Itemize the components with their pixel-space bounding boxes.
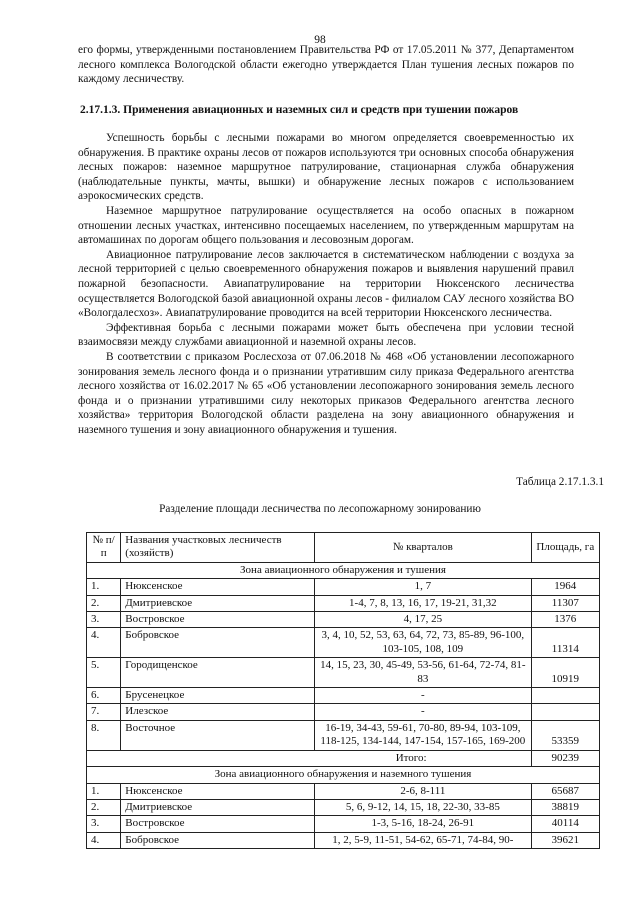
zone2-row-name: Бобровское xyxy=(121,832,315,848)
zone2-title-row xyxy=(87,767,600,783)
zone1-row-area: 1376 xyxy=(531,612,599,628)
total-value: 90239 xyxy=(531,750,599,766)
zone1-row-num: 8. xyxy=(87,720,121,750)
table-row xyxy=(87,816,600,832)
zone1-row-num: 1. xyxy=(87,579,121,595)
header-area: Площадь, га xyxy=(531,533,599,563)
table-row xyxy=(87,832,600,848)
zone1-row-num: 6. xyxy=(87,688,121,704)
zone1-row-quarters: 16-19, 34-43, 59-61, 70-80, 89-94, 103-109, 118-125, 134-144, 147-154, 157-165, 169-200 xyxy=(315,720,532,750)
table-row xyxy=(87,612,600,628)
page-number: 98 xyxy=(314,34,326,46)
zone1-row-name: Городищенское xyxy=(121,658,315,688)
zone1-row-quarters: 3, 4, 10, 52, 53, 63, 64, 72, 73, 85-89, 96-100, 103-105, 108, 109 xyxy=(315,628,532,658)
paragraph-cooperation: Эффективная борьба с лесными пожарами может быть обеспечена при условии тесной взаимосвязи между службами авиационной и наземной охраны лесов. xyxy=(78,321,574,349)
paragraph-air-patrol: Авиационное патрулирование лесов заключается в систематическом наблюдении с воздуха за лесной территорией с целью своевременного обнаружения пожаров и выявления нарушений правил пожарной безопасности. Авиапатрулирование на территории Нюксенского лесничества осуществляется Вологодской базой авиационной охраны лесов - филиалом САУ лесного хозяйства ВО «Вологдалесхоз». Авиапатрулирование проводится на всей территории Нюксенского лесничества. xyxy=(78,248,574,320)
zone1-row-name: Брусенецкое xyxy=(121,688,315,704)
zone1-row-quarters: 1-4, 7, 8, 13, 16, 17, 19-21, 31,32 xyxy=(315,595,532,611)
intro-paragraph: его формы, утвержденными постановлением Правительства РФ от 17.05.2011 № 377, Департаментом лесного комплекса Вологодской области ежегодно утверждается План тушения лесных пожаров по каждому лесничеству. xyxy=(78,44,574,86)
total-label: Итого: xyxy=(87,750,532,766)
zone2-row-num: 2. xyxy=(87,799,121,815)
zone1-row-area: 11307 xyxy=(531,595,599,611)
zone1-row-name: Нюксенское xyxy=(121,579,315,595)
intro-paragraph-block xyxy=(78,43,574,87)
paragraph-zoning-order: В соответствии с приказом Рослесхоза от 07.06.2018 № 468 «Об установлении лесопожарного зонирования земель лесного фонда и о признании утратившим силу приказа Федерального агентства лесного хозяйства от 16.02.2017 № 65 «Об установлении лесопожарного зонирования земель лесного фонда и о признании утратившими силу некоторых приказов Федерального агентства лесного хозяйства» территория Вологодской области разделена на зону авиационного обнаружения и наземного тушения и зону авиационного обнаружения и тушения. xyxy=(78,350,574,436)
zone2-row-area: 65687 xyxy=(531,783,599,799)
zone1-row-area: 1964 xyxy=(531,579,599,595)
zone2-row-name: Нюксенское xyxy=(121,783,315,799)
table-row xyxy=(87,688,600,704)
paragraph-ground-patrol: Наземное маршрутное патрулирование осуществляется на особо опасных в пожарном отношении лесных участках, интенсивно посещаемых населением, по утвержденным маршрутам на автомашинах по дорогам общего пользования и лесовозным дорогам. xyxy=(78,204,574,247)
zone2-row-area: 38819 xyxy=(531,799,599,815)
table-title: Разделение площади лесничества по лесопожарному зонированию xyxy=(159,503,481,515)
table-row xyxy=(87,595,600,611)
zone1-row-area: 10919 xyxy=(531,658,599,688)
table-row xyxy=(87,579,600,595)
body-text xyxy=(78,131,574,437)
zoning-table xyxy=(86,532,600,849)
total-row xyxy=(87,750,600,766)
zone1-row-name: Восточное xyxy=(121,720,315,750)
zone1-row-name: Востровское xyxy=(121,612,315,628)
header-num: № п/п xyxy=(87,533,121,563)
zone2-row-area: 39621 xyxy=(531,832,599,848)
table-row xyxy=(87,799,600,815)
zone2-row-num: 4. xyxy=(87,832,121,848)
zone1-row-area: 11314 xyxy=(531,628,599,658)
zone2-row-name: Дмитриевское xyxy=(121,799,315,815)
zone1-row-area xyxy=(531,688,599,704)
zone2-row-quarters: 2-6, 8-111 xyxy=(315,783,532,799)
table-row xyxy=(87,628,600,658)
table-row xyxy=(87,783,600,799)
zone1-row-name: Бобровское xyxy=(121,628,315,658)
zone1-row-area: 53359 xyxy=(531,720,599,750)
zone2-row-quarters: 5, 6, 9-12, 14, 15, 18, 22-30, 33-85 xyxy=(315,799,532,815)
header-quarters: № кварталов xyxy=(315,533,532,563)
section-heading: 2.17.1.3. Применения авиационных и наземных сил и средств при тушении пожаров xyxy=(80,104,519,116)
zone1-row-num: 3. xyxy=(87,612,121,628)
zone1-row-num: 2. xyxy=(87,595,121,611)
zone2-row-num: 3. xyxy=(87,816,121,832)
table-header-row xyxy=(87,533,600,563)
zone1-row-quarters: 1, 7 xyxy=(315,579,532,595)
zone2-title: Зона авиационного обнаружения и наземного тушения xyxy=(87,767,600,783)
zone1-row-quarters: 14, 15, 23, 30, 45-49, 53-56, 61-64, 72-74, 81-83 xyxy=(315,658,532,688)
table-row xyxy=(87,704,600,720)
zone1-row-num: 7. xyxy=(87,704,121,720)
zone1-row-quarters: 4, 17, 25 xyxy=(315,612,532,628)
table-body xyxy=(87,562,600,848)
zone1-row-quarters: - xyxy=(315,704,532,720)
header-name: Названия участковых лесничеств (хозяйств) xyxy=(121,533,315,563)
zone1-title-row xyxy=(87,562,600,578)
zone2-row-quarters: 1-3, 5-16, 18-24, 26-91 xyxy=(315,816,532,832)
zone2-row-quarters: 1, 2, 5-9, 11-51, 54-62, 65-71, 74-84, 90- xyxy=(315,832,532,848)
zone2-row-name: Востровское xyxy=(121,816,315,832)
zone1-row-area xyxy=(531,704,599,720)
table-row xyxy=(87,658,600,688)
table-row xyxy=(87,720,600,750)
zone1-row-num: 5. xyxy=(87,658,121,688)
table-caption: Таблица 2.17.1.3.1 xyxy=(516,476,604,488)
zone2-row-num: 1. xyxy=(87,783,121,799)
zone1-row-num: 4. xyxy=(87,628,121,658)
paragraph-detection-methods: Успешность борьбы с лесными пожарами во многом определяется своевременностью их обнаружения. В практике охраны лесов от пожаров используются три основных способа обнаружения лесных пожаров: наземное маршрутное патрулирование, стационарная служба обнаружения (наблюдательные пункты, мачты, вышки) и обнаружение лесных пожаров с использованием аэрокосмических средств. xyxy=(78,132,574,203)
zone1-row-name: Дмитриевское xyxy=(121,595,315,611)
zone1-title: Зона авиационного обнаружения и тушения xyxy=(87,562,600,578)
zone2-row-area: 40114 xyxy=(531,816,599,832)
zone1-row-name: Илезское xyxy=(121,704,315,720)
zone1-row-quarters: - xyxy=(315,688,532,704)
